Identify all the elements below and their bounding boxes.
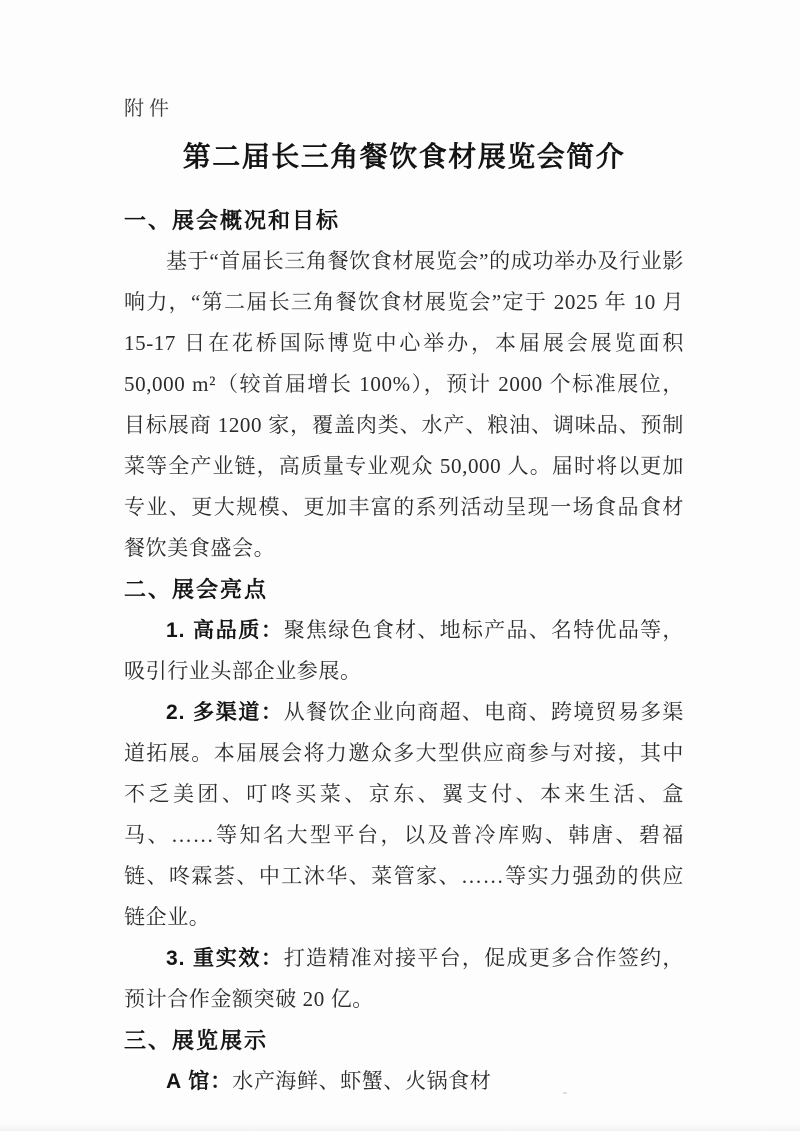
overview-paragraph: 基于“首届长三角餐饮食材展览会”的成功举办及行业影响力，“第二届长三角餐饮食材展览会”定于 2025 年 10 月 15-17 日在花桥国际博览中心举办，本届展会展览面积 50,000 m²（较首届增长 100%），预计 2000 个标准展位，目标展商 1200 家，覆盖肉类、水产、粮油、调味品、预制菜等全产业链，高质量专业观众 50,000 人。届时将以更加专业、更大规模、更加丰富的系列活动呈现一场食品食材餐饮美食盛会。 xyxy=(124,249,684,560)
highlight-item-results-text: 打造精准对接平台，促成更多合作签约，预计合作金额突破 20 亿。 xyxy=(124,946,684,1011)
attachment-label: 附件 xyxy=(124,98,174,120)
section-heading-exhibits: 三、展览展示 xyxy=(124,1028,269,1053)
section-heading-overview: 一、展会概况和目标 xyxy=(124,208,341,233)
highlight-item-results xyxy=(124,938,684,1020)
hall-a-text: 水产海鲜、虾蟹、火锅食材 xyxy=(232,1069,492,1093)
highlight-item-quality-text: 聚焦绿色食材、地标产品、名特优品等，吸引行业头部企业参展。 xyxy=(124,618,684,683)
highlight-item-quality-lead: 1. 高品质： xyxy=(166,619,284,642)
highlight-item-results-lead: 3. 重实效： xyxy=(166,947,284,970)
scan-speckle xyxy=(563,1092,567,1094)
section-heading-highlights: 二、展会亮点 xyxy=(124,577,269,602)
highlight-item-channels-text: 从餐饮企业向商超、电商、跨境贸易多渠道拓展。本届展会将力邀众多大型供应商参与对接，其中不乏美团、叮咚买菜、京东、翼支付、本来生活、盒马、……等知名大型平台，以及普冷库购、韩唐、碧福链、咚霖荟、中工沐华、菜管家、……等实力强劲的供应链企业。 xyxy=(124,700,684,929)
hall-a-line xyxy=(124,1061,684,1102)
highlight-item-channels-lead: 2. 多渠道： xyxy=(166,701,284,724)
hall-a-lead: A 馆： xyxy=(166,1070,233,1093)
highlight-item-channels xyxy=(124,692,684,938)
highlight-item-quality xyxy=(124,610,684,692)
document-title: 第二届长三角餐饮食材展览会简介 xyxy=(182,142,626,173)
